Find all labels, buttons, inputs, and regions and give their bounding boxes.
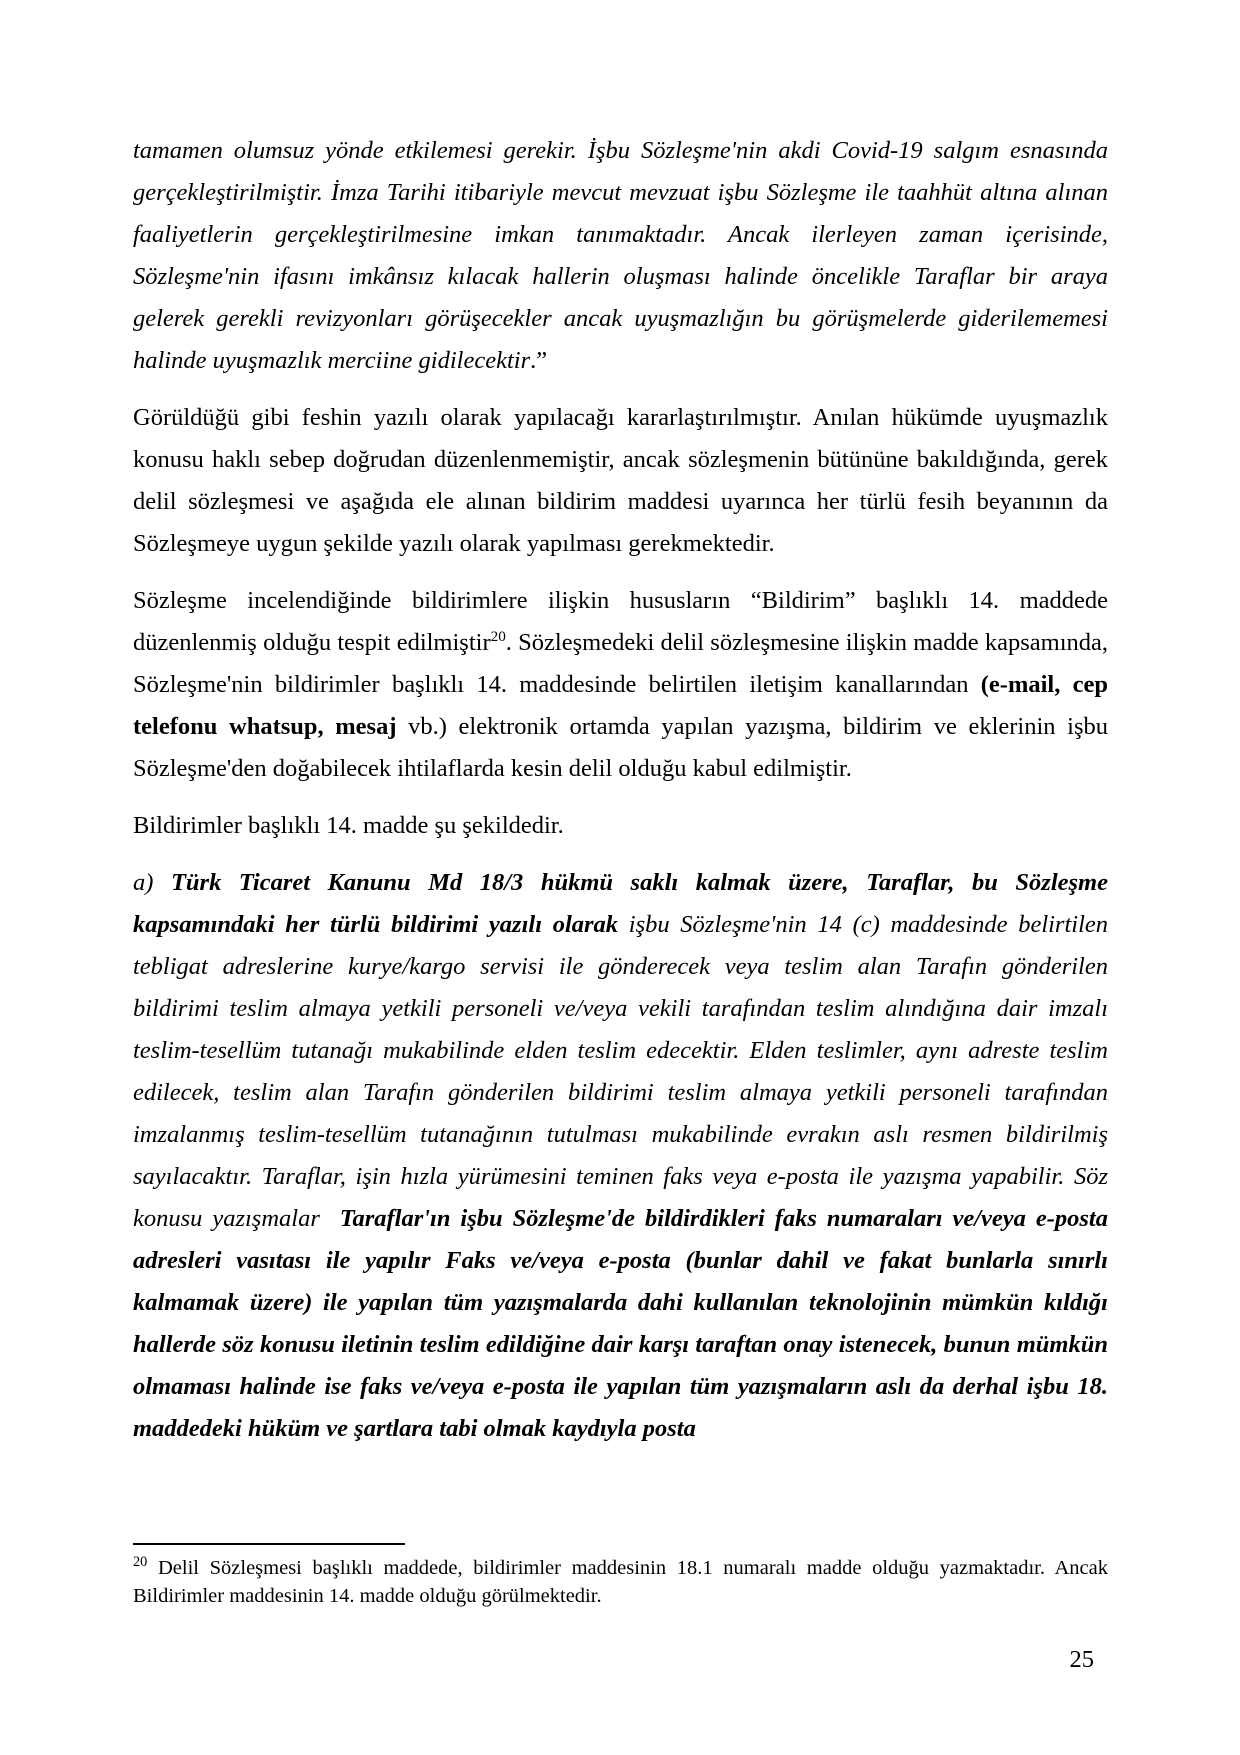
paragraph-quoted-force-majeure-clause xyxy=(133,130,1115,382)
footnote-marker: 20 xyxy=(133,1554,148,1571)
text-run: . Sözleşmedeki delil sözleşmesine ilişkin madde kapsamında, Sözleşme'nin bildirimler başlıklı 14. maddesinde belirtilen iletişim kanallarından xyxy=(133,629,1115,698)
paragraph-commentary-termination xyxy=(133,397,1115,565)
text-run: a) xyxy=(133,869,171,896)
text-run: Görüldüğü gibi feshin yazılı olarak yapılacağı kararlaştırılmıştır. Anılan hükümde uyuşmazlık konusu haklı sebep doğrudan düzenlenmemiştir, ancak sözleşmenin bütününe bakıldığında, gerek delil sözleşmesi ve aşağıda ele alınan bildirim maddesi uyarınca her türlü fesih beyanının da Sözleşmeye uygun şekilde yazılı olarak yapılması gerekmektedir. xyxy=(133,404,1115,557)
text-run: (e-mail, cep telefonu whatsup, mesaj xyxy=(133,671,1115,740)
paragraph-intro-article-14 xyxy=(133,805,1108,847)
paragraph-quoted-notification-clause-a xyxy=(133,862,1115,1450)
text-run: 20 xyxy=(490,627,506,645)
text-run: vb.) elektronik ortamda yapılan yazışma, bildirim ve eklerinin işbu Sözleşme'den doğabilecek ihtilaflarda kesin delil olduğu kabul edilmiştir. xyxy=(133,713,1115,782)
footnote xyxy=(133,1554,1108,1610)
text-run: işbu Sözleşme'nin 14 (c) maddesinde belirtilen tebligat adreslerine kurye/kargo servisi ile gönderecek veya teslim alan Tarafın gönderilen bildirimi teslim almaya yetkili personeli ve/veya vekili tarafından teslim alındığına dair imzalı teslim-tesellüm tutanağı mukabilinde elden teslim edecektir. Elden teslimler, aynı adreste teslim edilecek, teslim alan Tarafın gönderilen bildirimi teslim almaya yetkili personeli tarafından imzalanmış teslim-tesellüm tutanağının tutulması mukabilinde evrakın aslı resmen bildirilmiş sayılacaktır. Taraflar, işin hızla yürümesini teminen faks veya e-posta ile yazışma yapabilir. Söz konusu yazışmalar xyxy=(133,911,1115,1232)
page-number: 25 xyxy=(1069,1646,1094,1673)
paragraph-commentary-notifications xyxy=(133,580,1115,790)
text-run: .” xyxy=(530,347,548,374)
page-body xyxy=(133,130,1115,1465)
text-run: Bildirimler başlıklı 14. madde şu şekildedir. xyxy=(133,812,564,839)
text-run: tamamen olumsuz yönde etkilemesi gerekir. İşbu Sözleşme'nin akdi Covid-19 salgım esnasında gerçekleştirilmiştir. İmza Tarihi itibariyle mevcut mevzuat işbu Sözleşme ile taahhüt altına alınan faaliyetlerin gerçekleştirilmesine imkan tanımaktadır. Ancak ilerleyen zaman içerisinde, Sözleşme'nin ifasını imkânsız kılacak hallerin oluşması halinde öncelikle Taraflar bir araya gelerek gerekli revizyonları görüşecekler ancak uyuşmazlığın bu görüşmelerde giderilememesi halinde uyuşmazlık merciine gidilecektir xyxy=(133,137,1115,374)
footnote-area xyxy=(133,1543,1108,1610)
footnote-text: Delil Sözleşmesi başlıklı maddede, bildirimler maddesinin 18.1 numaralı madde olduğu yazmaktadır. Ancak Bildirimler maddesinin 14. madde olduğu görülmektedir. xyxy=(133,1557,1108,1607)
text-run: Türk Ticaret Kanunu Md 18/3 hükmü saklı kalmak üzere, Taraflar, bu Sözleşme kapsamındaki her türlü bildirimi yazılı olarak xyxy=(133,869,1115,938)
footnote-separator xyxy=(133,1543,405,1545)
text-run: Taraflar'ın işbu Sözleşme'de bildirdikleri faks numaraları ve/veya e-posta adresleri vasıtası ile yapılır Faks ve/veya e-posta (bunlar dahil ve fakat bunlarla sınırlı kalmamak üzere) ile yapılan tüm yazışmalarda dahi kullanılan teknolojinin mümkün kıldığı hallerde söz konusu iletinin teslim edildiğine dair karşı taraftan onay istenecek, bunun mümkün olmaması halinde ise faks ve/veya e-posta ile yapılan tüm yazışmaların aslı da derhal işbu 18. maddedeki hüküm ve şartlara tabi olmak kaydıyla posta xyxy=(133,1205,1115,1442)
text-run: Sözleşme incelendiğinde bildirimlere ilişkin hususların “Bildirim” başlıklı 14. maddede düzenlenmiş olduğu tespit edilmiştir xyxy=(133,587,1115,656)
